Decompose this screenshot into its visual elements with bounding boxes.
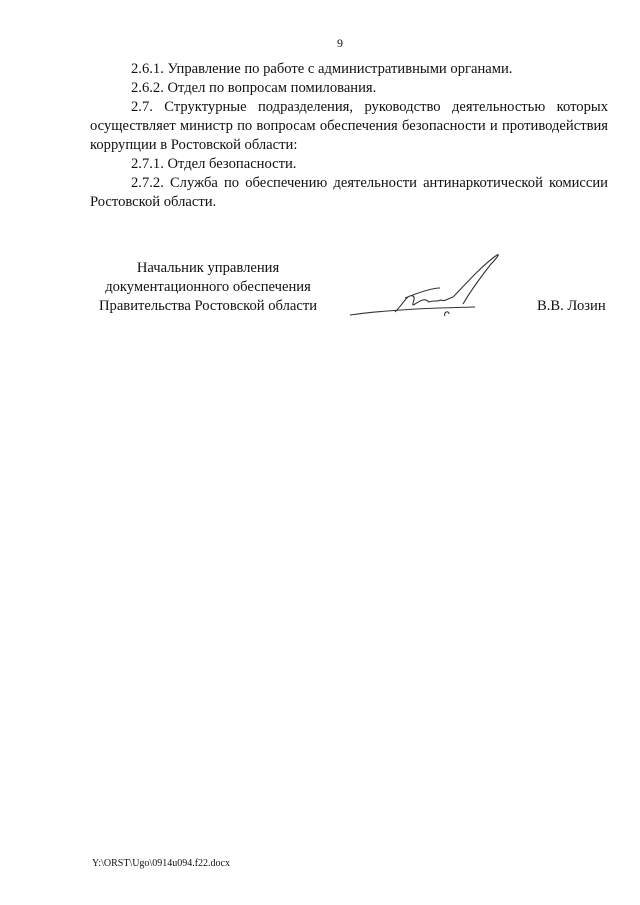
position-line: Начальник управления — [136, 260, 280, 276]
document-body — [90, 60, 608, 212]
paragraph-2-7-1: 2.7.1. Отдел безопасности. — [131, 156, 297, 172]
signatory-name: В.В. Лозин — [537, 298, 606, 314]
handwritten-signature — [345, 252, 515, 324]
page-number: 9 — [337, 36, 343, 50]
paragraph-2-7: 2.7. Структурные подразделения, руководство деятельностью которых осуществляет министр по вопросам обеспечения безопасности и противодействия коррупции в Ростовской области: — [90, 99, 608, 153]
position-line: Правительства Ростовской области — [98, 298, 318, 314]
paragraph-2-6-2: 2.6.2. Отдел по вопросам помилования. — [131, 80, 377, 96]
position-line: документационного обеспечения — [105, 279, 311, 295]
paragraph-2-6-1: 2.6.1. Управление по работе с административными органами. — [131, 61, 513, 77]
file-path-footer: Y:\ORST\Ugo\0914u094.f22.docx — [92, 858, 230, 869]
paragraph-2-7-2: 2.7.2. Служба по обеспечению деятельности антинаркотической комиссии Ростовской области. — [90, 175, 608, 210]
signatory-position — [88, 259, 328, 316]
